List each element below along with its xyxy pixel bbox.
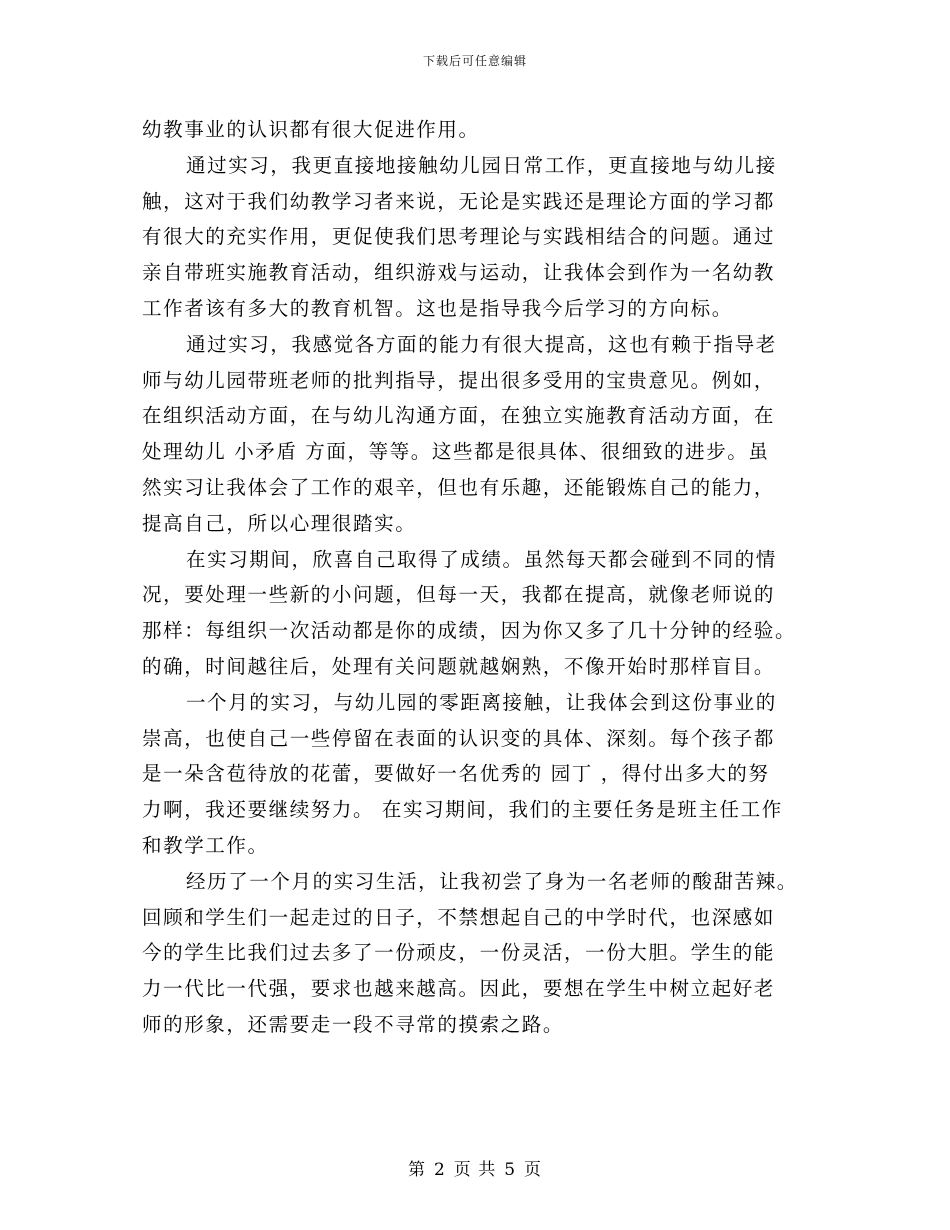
text-line: 处理幼儿 小矛盾 方面，等等。这些都是很具体、很细致的进步。虽 <box>142 440 770 464</box>
text-line: 的确，时间越往后，处理有关问题就越娴熟，不像开始时那样盲目。 <box>142 654 776 678</box>
current-page-number: 2 <box>433 1160 446 1180</box>
text-line: 在实习期间，欣喜自己取得了成绩。虽然每天都会碰到不同的情 <box>186 547 777 571</box>
text-line: 况，要处理一些新的小问题，但每一天，我都在提高，就像老师说的 <box>142 583 776 607</box>
text-line: 在组织活动方面，在与幼儿沟通方面，在独立实施教育活动方面，在 <box>142 404 776 428</box>
text-line: 和教学工作。 <box>142 833 269 857</box>
page-label-mid: 页 共 <box>453 1160 497 1180</box>
text-line: 今的学生比我们过去多了一份顽皮，一份灵活，一份大胆。学生的能 <box>142 941 776 965</box>
text-line: 一个月的实习，与幼儿园的零距离接触，让我体会到这份事业的 <box>186 690 777 714</box>
text-line: 通过实习，我感觉各方面的能力有很大提高，这也有赖于指导老 <box>186 332 777 356</box>
text-line: 师的形象，还需要走一段不寻常的摸索之路。 <box>142 1012 565 1036</box>
text-line: 是一朵含苞待放的花蕾，要做好一名优秀的 园丁 ，得付出多大的努 <box>142 762 770 786</box>
total-page-count: 5 <box>504 1160 517 1180</box>
text-line: 那样：每组织一次活动都是你的成绩，因为你又多了几十分钟的经验。 <box>142 619 797 643</box>
text-line: 师与幼儿园带班老师的批判指导，提出很多受用的宝贵意见。例如， <box>142 368 776 392</box>
page-header: 下载后可任意编辑 <box>422 54 527 68</box>
text-line: 崇高，也使自己一些停留在表面的认识变的具体、深刻。每个孩子都 <box>142 726 776 750</box>
text-line: 幼教事业的认识都有很大促进作用。 <box>142 118 480 141</box>
text-line: 提高自己，所以心理很踏实。 <box>142 511 417 535</box>
page-footer <box>0 1155 950 1180</box>
text-line: 通过实习，我更直接地接触幼儿园日常工作，更直接地与幼儿接 <box>186 153 777 177</box>
text-line: 力啊，我还要继续努力。 在实习期间，我们的主要任务是班主任工作 <box>142 798 783 822</box>
text-line: 回顾和学生们一起走过的日子，不禁想起自己的中学时代，也深感如 <box>142 905 776 929</box>
text-line: 力一代比一代强，要求也越来越高。因此，要想在学生中树立起好老 <box>142 977 776 1001</box>
text-line: 然实习让我体会了工作的艰辛，但也有乐趣，还能锻炼自己的能力， <box>142 475 776 499</box>
text-line: 有很大的充实作用，更促使我们思考理论与实践相结合的问题。通过 <box>142 225 776 249</box>
text-line: 工作者该有多大的教育机智。这也是指导我今后学习的方向标。 <box>142 296 733 320</box>
body-text <box>142 112 812 1043</box>
text-line: 经历了一个月的实习生活，让我初尝了身为一名老师的酸甜苦辣。 <box>186 869 798 893</box>
page-label-prefix: 第 <box>407 1160 426 1180</box>
page-label-suffix: 页 <box>524 1160 543 1180</box>
text-line: 触，这对于我们幼教学习者来说，无论是实践还是理论方面的学习都 <box>142 189 776 213</box>
text-line: 亲自带班实施教育活动，组织游戏与运动，让我体会到作为一名幼教 <box>142 261 776 285</box>
